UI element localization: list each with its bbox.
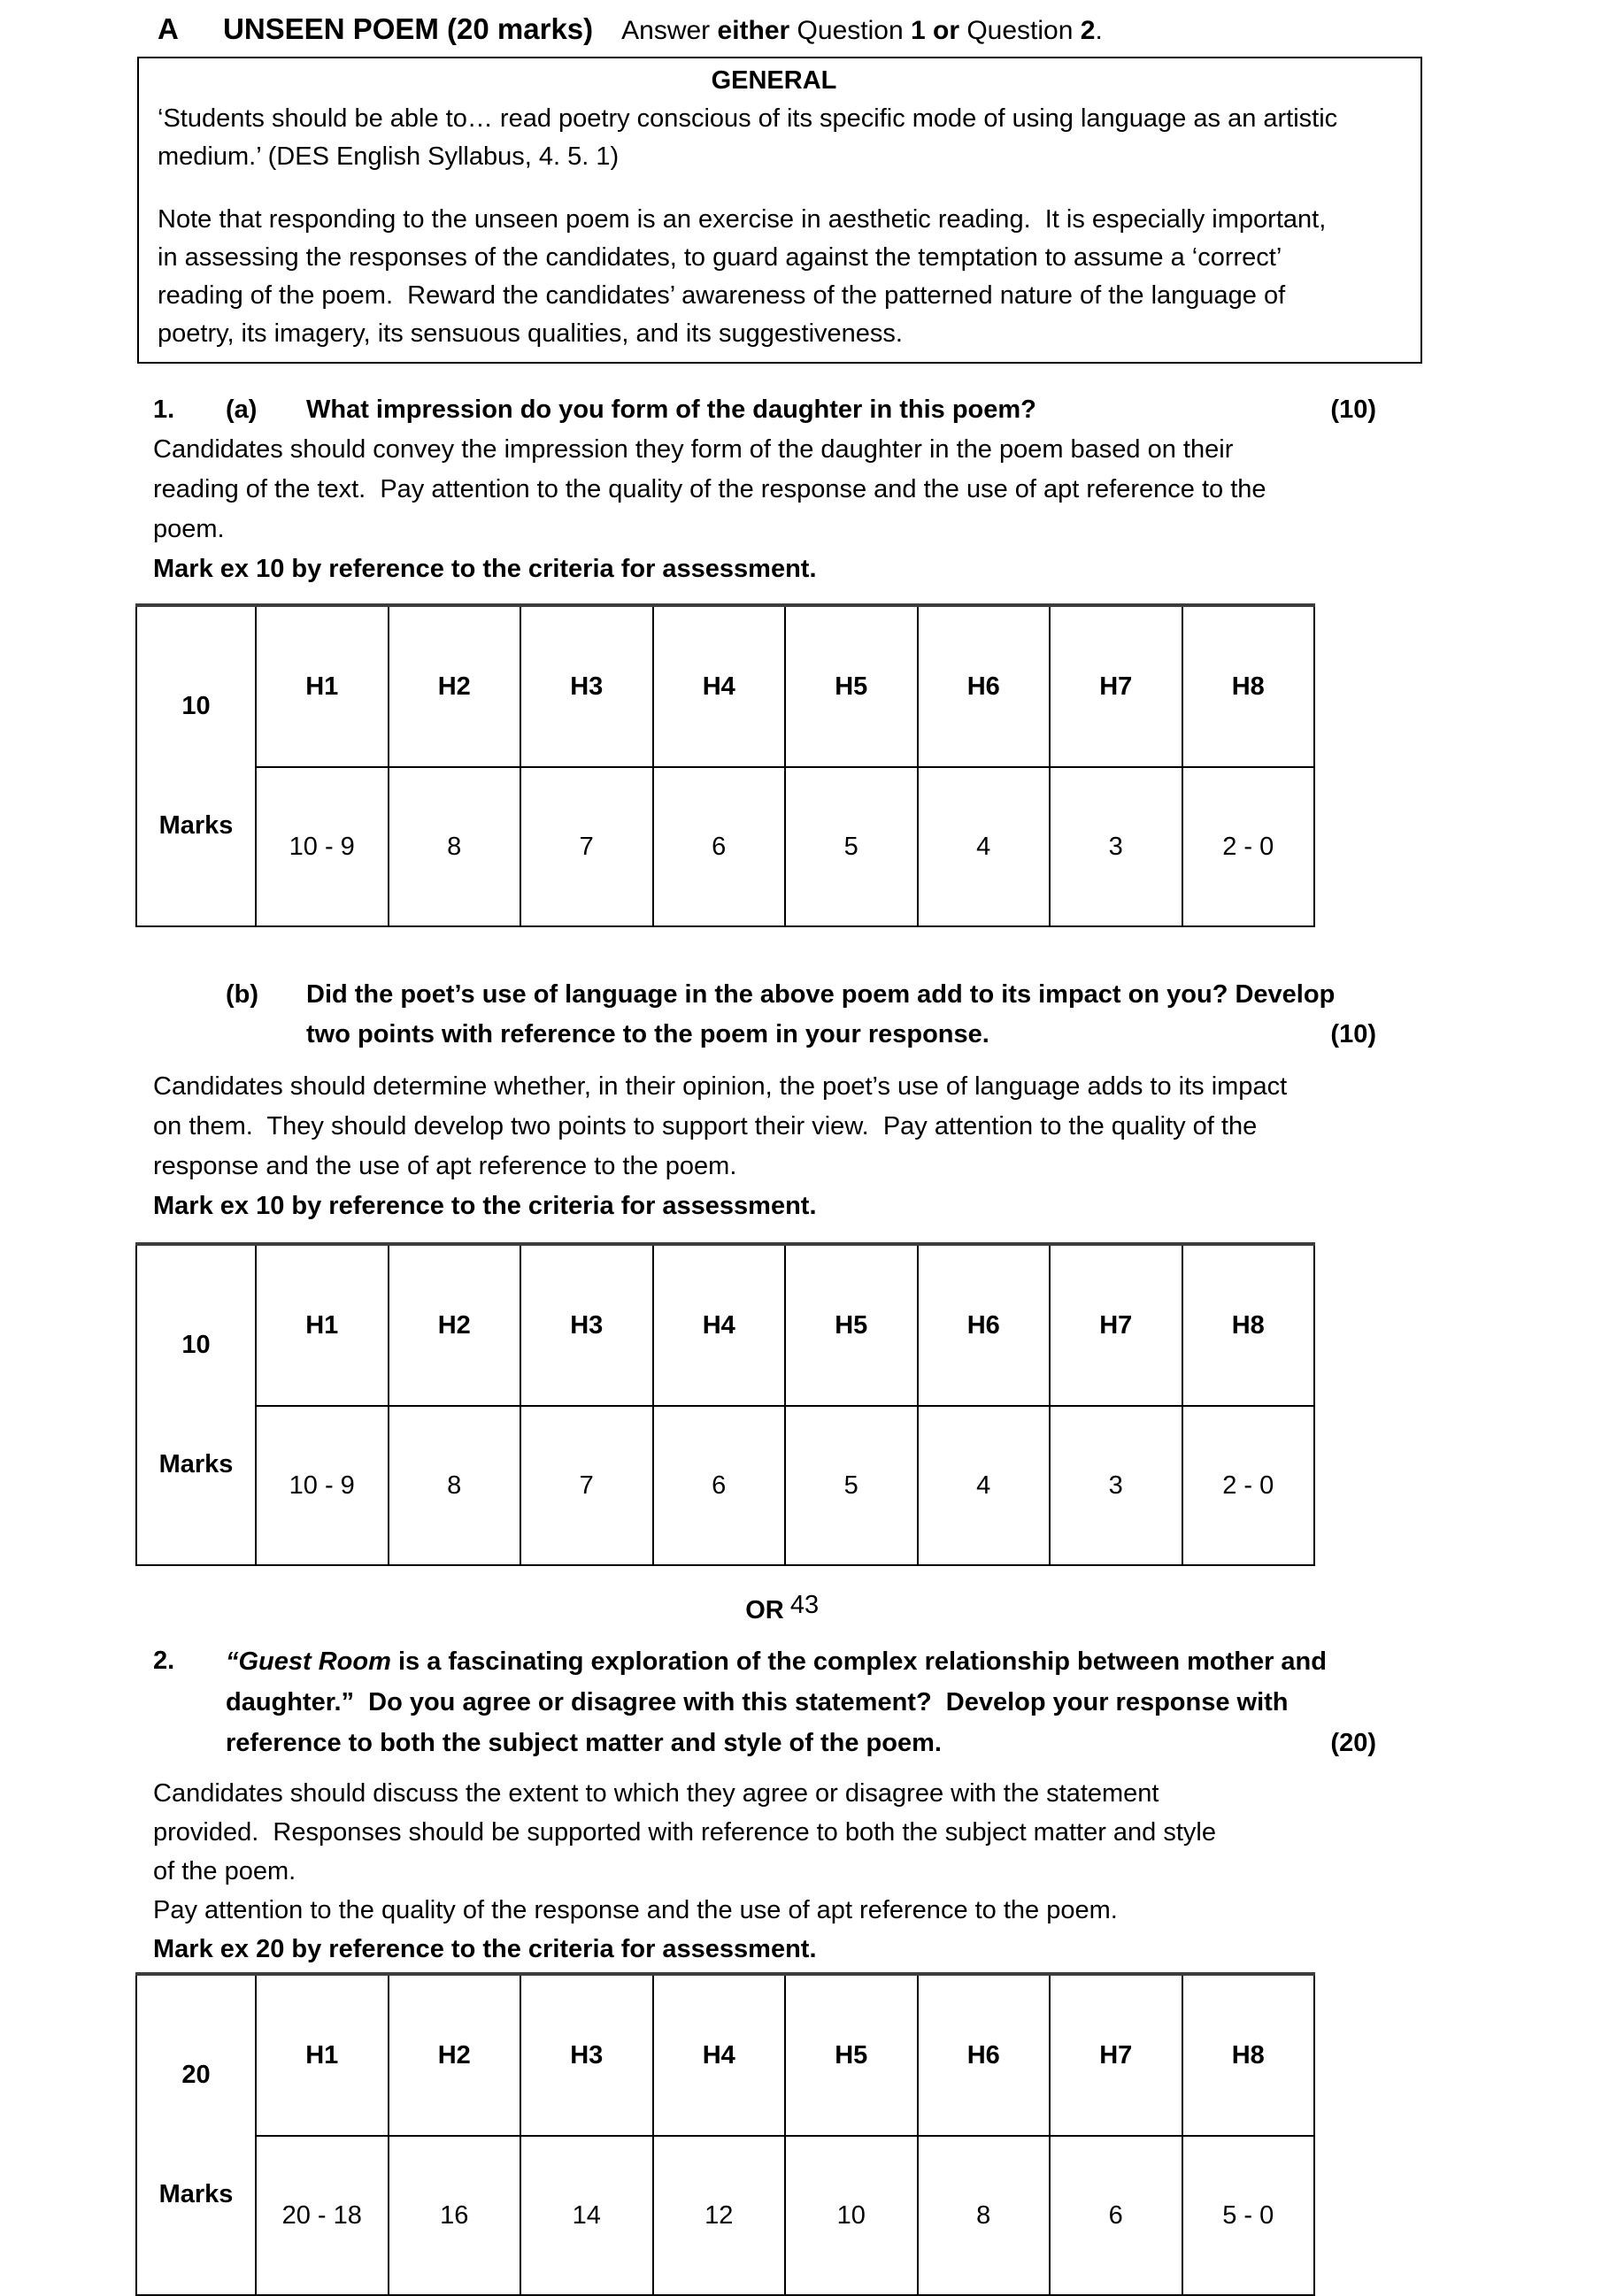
- table-header-cell: H2: [389, 1244, 521, 1406]
- page-number: 43: [789, 1591, 820, 1619]
- question-text: is a fascinating exploration of the complex relationship between mother and: [390, 1647, 1327, 1676]
- table-header-cell: H1: [256, 605, 389, 767]
- question-1b-guidance: [153, 1067, 1376, 1226]
- text-line: medium.’ (DES English Syllabus, 4. 5. 1): [158, 142, 620, 171]
- text-line: [306, 1015, 1376, 1055]
- question-text: two points with reference to the poem in your response.: [306, 1020, 989, 1048]
- text-line: provided. Responses should be supported with reference to both the subject matter and style: [153, 1818, 1216, 1847]
- text-line: in assessing the responses of the candidates, to guard against the temptation to assume a ‘correct’: [158, 243, 1282, 272]
- question-marks: (10): [1330, 395, 1376, 424]
- text-line: of the poem.: [153, 1857, 296, 1885]
- text-line: poem.: [153, 515, 225, 543]
- question-letter: (a): [226, 395, 258, 424]
- text-line: Candidates should convey the impression they form of the daughter in the poem based on their: [153, 435, 1234, 464]
- table-header-cell: H3: [520, 605, 653, 767]
- table-value-cell: 4: [918, 767, 1051, 926]
- marking-grid-10-b: [135, 1242, 1315, 1566]
- text-line: daughter.” Do you agree or disagree with this statement? Develop your response with: [226, 1688, 1289, 1716]
- table-header-cell: H6: [918, 605, 1051, 767]
- table-value-cell: 2 - 0: [1182, 1406, 1315, 1565]
- table-value-cell: 3: [1050, 767, 1182, 926]
- table-header-cell: H4: [653, 605, 786, 767]
- table-value-cell: 6: [653, 1406, 786, 1565]
- text-line: poetry, its imagery, its sensuous qualities, and its suggestiveness.: [158, 319, 903, 348]
- table-label-cell: [136, 1974, 256, 2295]
- table-header-cell: H1: [256, 1974, 389, 2136]
- table-value-cell: 3: [1050, 1406, 1182, 1565]
- text-line: [226, 1641, 1376, 1682]
- table-total: 10: [181, 692, 211, 720]
- table-value-cell: 5 - 0: [1182, 2136, 1315, 2295]
- table-header-cell: H6: [918, 1244, 1051, 1406]
- or-divider: OR: [745, 1596, 784, 1624]
- text-line: ‘Students should be able to… read poetry conscious of its specific mode of using language as an artistic: [158, 104, 1338, 133]
- question-number: 1.: [153, 395, 175, 424]
- table-value-cell: 10: [785, 2136, 918, 2295]
- table-value-cell: 8: [918, 2136, 1051, 2295]
- text-line: [226, 1723, 1376, 1763]
- question-2-guidance: [153, 1774, 1376, 1969]
- mark-instruction: Mark ex 10 by reference to the criteria for assessment.: [153, 1192, 817, 1220]
- table-value-cell: 4: [918, 1406, 1051, 1565]
- question-text: What impression do you form of the daughter in this poem?: [306, 395, 1036, 424]
- table-value-cell: 14: [520, 2136, 653, 2295]
- question-text-block: [226, 1641, 1376, 1763]
- table-value-cell: 10 - 9: [256, 1406, 389, 1565]
- text-line: Did the poet’s use of language in the above poem add to its impact on you? Develop: [306, 980, 1336, 1009]
- text-line: reading of the text. Pay attention to the quality of the response and the use of apt reference to the: [153, 475, 1266, 503]
- table-header-cell: H2: [389, 605, 521, 767]
- table-header-cell: H3: [520, 1244, 653, 1406]
- table-header-cell: H3: [520, 1974, 653, 2136]
- question-letter: (b): [226, 980, 259, 1009]
- table-total: 10: [181, 1331, 211, 1359]
- question-text-block: [306, 975, 1376, 1055]
- table-header-cell: H7: [1050, 1974, 1182, 2136]
- table-header-cell: H1: [256, 1244, 389, 1406]
- table-header-cell: H5: [785, 1244, 918, 1406]
- table-value-cell: 6: [1050, 2136, 1182, 2295]
- blank-line: [158, 176, 1390, 201]
- table-total: 20: [181, 2061, 211, 2089]
- table-value-cell: 10 - 9: [256, 767, 389, 926]
- question-1a-guidance: [153, 430, 1376, 589]
- text-line: Pay attention to the quality of the response and the use of apt reference to the poem.: [153, 1896, 1118, 1924]
- table-label: Marks: [158, 1450, 234, 1478]
- table-header-cell: H2: [389, 1974, 521, 2136]
- table-label-cell: [136, 605, 256, 926]
- question-1b-heading: [153, 975, 1376, 1055]
- answer-seg: Question: [959, 16, 1081, 45]
- table-value-cell: 8: [389, 767, 521, 926]
- table-row: [136, 2136, 1314, 2295]
- answer-instruction: [621, 12, 1103, 50]
- marking-grid-10-a: [135, 603, 1315, 927]
- mark-instruction: Mark ex 10 by reference to the criteria for assessment.: [153, 555, 817, 583]
- table-value-cell: 6: [653, 767, 786, 926]
- table-value-cell: 8: [389, 1406, 521, 1565]
- table-row: [136, 1244, 1314, 1406]
- table-row: [136, 767, 1314, 926]
- table-value-cell: 12: [653, 2136, 786, 2295]
- question-marks: (10): [1330, 1020, 1376, 1048]
- table-header-cell: H7: [1050, 1244, 1182, 1406]
- table-value-cell: 20 - 18: [256, 2136, 389, 2295]
- text-line: Candidates should discuss the extent to which they agree or disagree with the statement: [153, 1779, 1159, 1808]
- question-2-heading: [153, 1641, 1376, 1763]
- mark-instruction: Mark ex 20 by reference to the criteria for assessment.: [153, 1935, 817, 1963]
- table-header-cell: H8: [1182, 1244, 1315, 1406]
- question-1a-heading: [153, 390, 1376, 430]
- poem-title: “Guest Room: [226, 1647, 391, 1676]
- question-text: reference to both the subject matter and style of the poem.: [226, 1729, 942, 1757]
- table-header-cell: H8: [1182, 605, 1315, 767]
- text-line: response and the use of apt reference to the poem.: [153, 1152, 737, 1180]
- section-letter: A: [158, 12, 179, 45]
- table-value-cell: 7: [520, 767, 653, 926]
- answer-seg: 1 or: [910, 16, 959, 45]
- table-row: [136, 1974, 1314, 2136]
- answer-seg: Answer: [621, 16, 718, 45]
- marking-grid-20: [135, 1972, 1315, 2296]
- general-notes-box: [137, 57, 1422, 364]
- question-number: 2.: [153, 1647, 175, 1675]
- text-line: Candidates should determine whether, in their opinion, the poet’s use of language adds to its impact: [153, 1072, 1288, 1101]
- general-box-title: GENERAL: [711, 66, 837, 95]
- answer-seg: either: [717, 16, 790, 45]
- table-value-cell: 2 - 0: [1182, 767, 1315, 926]
- table-value-cell: 7: [520, 1406, 653, 1565]
- table-value-cell: 5: [785, 767, 918, 926]
- question-number-spacer: [153, 975, 226, 1055]
- table-label-cell: [136, 1244, 256, 1565]
- table-value-cell: 16: [389, 2136, 521, 2295]
- table-row: [136, 1406, 1314, 1565]
- table-label: Marks: [158, 811, 234, 840]
- text-line: reading of the poem. Reward the candidates’ awareness of the patterned nature of the language of: [158, 281, 1286, 310]
- answer-seg: Question: [789, 16, 911, 45]
- answer-seg: .: [1095, 16, 1103, 45]
- table-header-cell: H4: [653, 1244, 786, 1406]
- table-header-cell: H5: [785, 1974, 918, 2136]
- text-line: Note that responding to the unseen poem is an exercise in aesthetic reading. It is especially important,: [158, 205, 1327, 234]
- table-header-cell: H7: [1050, 605, 1182, 767]
- section-header: [158, 11, 1609, 50]
- question-marks: (20): [1330, 1729, 1376, 1757]
- table-row: [136, 605, 1314, 767]
- table-label: Marks: [158, 2180, 234, 2208]
- answer-seg: 2: [1080, 16, 1096, 45]
- table-header-cell: H8: [1182, 1974, 1315, 2136]
- table-header-cell: H5: [785, 605, 918, 767]
- table-header-cell: H6: [918, 1974, 1051, 2136]
- table-header-cell: H4: [653, 1974, 786, 2136]
- section-title: UNSEEN POEM (20 marks): [223, 12, 594, 45]
- table-value-cell: 5: [785, 1406, 918, 1565]
- text-line: on them. They should develop two points to support their view. Pay attention to the quality of the: [153, 1112, 1258, 1140]
